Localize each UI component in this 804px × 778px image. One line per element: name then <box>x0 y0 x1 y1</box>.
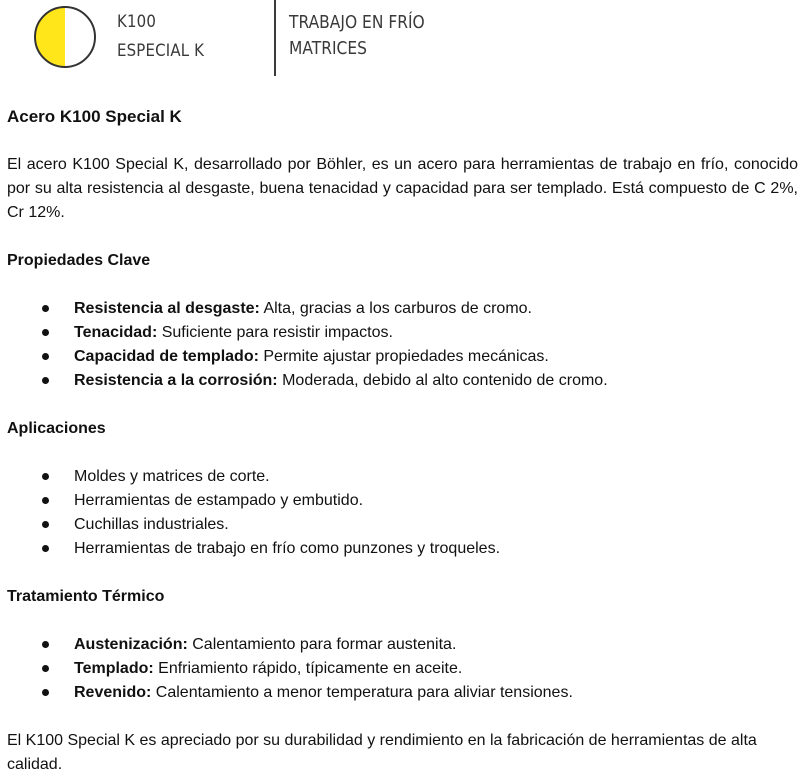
list-item <box>7 489 798 513</box>
section-heading-tratamiento: Tratamiento Térmico <box>7 588 165 605</box>
document-body <box>7 105 798 777</box>
logo-white-half <box>65 7 95 67</box>
list-item-term: Capacidad de templado: <box>74 348 259 365</box>
list-item-text: Cuchillas industriales. <box>74 516 229 533</box>
aplicaciones-list <box>7 465 798 561</box>
document-header <box>0 0 804 80</box>
list-item <box>7 345 798 369</box>
list-item <box>7 465 798 489</box>
list-item-text: Permite ajustar propiedades mecánicas. <box>258 348 549 365</box>
list-item-text: Calentamiento a menor temperatura para aliviar tensiones. <box>151 684 573 701</box>
tratamiento-list <box>7 633 798 705</box>
list-item-text: Suficiente para resistir impactos. <box>157 324 393 341</box>
bullet-icon <box>42 353 49 360</box>
list-item <box>7 321 798 345</box>
list-item <box>7 513 798 537</box>
list-item <box>7 657 798 681</box>
bullet-icon <box>42 329 49 336</box>
list-item-term: Resistencia al desgaste: <box>74 300 260 317</box>
list-item-term: Tenacidad: <box>74 324 158 341</box>
list-item <box>7 681 798 705</box>
list-item-text: Calentamiento para formar austenita. <box>187 636 457 653</box>
propiedades-list <box>7 297 798 393</box>
document-title: Acero K100 Special K <box>7 107 182 126</box>
logo-yellow-half <box>35 7 65 67</box>
bullet-icon <box>42 545 49 552</box>
bullet-icon <box>42 377 49 384</box>
section-heading-propiedades: Propiedades Clave <box>7 252 151 269</box>
list-item-term: Revenido: <box>74 684 152 701</box>
intro-paragraph: El acero K100 Special K, desarrollado por Böhler, es un acero para herramientas de trabajo en frío, conocido por su alta resistencia al desgaste, buena tenacidad y capacidad para ser templado. Está compuesto de C 2%, Cr 12%. <box>7 156 798 221</box>
closing-paragraph: El K100 Special K es apreciado por su durabilidad y rendimiento en la fabricación de herramientas de alta calidad. <box>7 732 757 773</box>
header-divider <box>274 0 276 76</box>
list-item <box>7 537 798 561</box>
category-line2: MATRICES <box>289 38 367 59</box>
list-item <box>7 633 798 657</box>
category-line1: TRABAJO EN FRÍO <box>289 12 425 33</box>
bullet-icon <box>42 521 49 528</box>
list-item-term: Austenización: <box>74 636 188 653</box>
grade-name-line2: ESPECIAL K <box>117 41 205 61</box>
list-item-text: Alta, gracias a los carburos de cromo. <box>259 300 532 317</box>
bullet-icon <box>42 473 49 480</box>
list-item-term: Templado: <box>74 660 154 677</box>
list-item-text: Moderada, debido al alto contenido de cromo. <box>277 372 608 389</box>
list-item <box>7 369 798 393</box>
grade-color-logo <box>33 5 97 69</box>
list-item-text: Herramientas de trabajo en frío como punzones y troqueles. <box>74 540 501 557</box>
bullet-icon <box>42 305 49 312</box>
section-heading-aplicaciones: Aplicaciones <box>7 420 106 437</box>
list-item-text: Herramientas de estampado y embutido. <box>74 492 364 509</box>
list-item-text: Enfriamiento rápido, típicamente en aceite. <box>153 660 463 677</box>
bullet-icon <box>42 665 49 672</box>
bullet-icon <box>42 497 49 504</box>
grade-name-line1: K100 <box>117 12 157 32</box>
list-item-term: Resistencia a la corrosión: <box>74 372 278 389</box>
list-item <box>7 297 798 321</box>
bullet-icon <box>42 689 49 696</box>
bullet-icon <box>42 641 49 648</box>
list-item-text: Moldes y matrices de corte. <box>74 468 270 485</box>
